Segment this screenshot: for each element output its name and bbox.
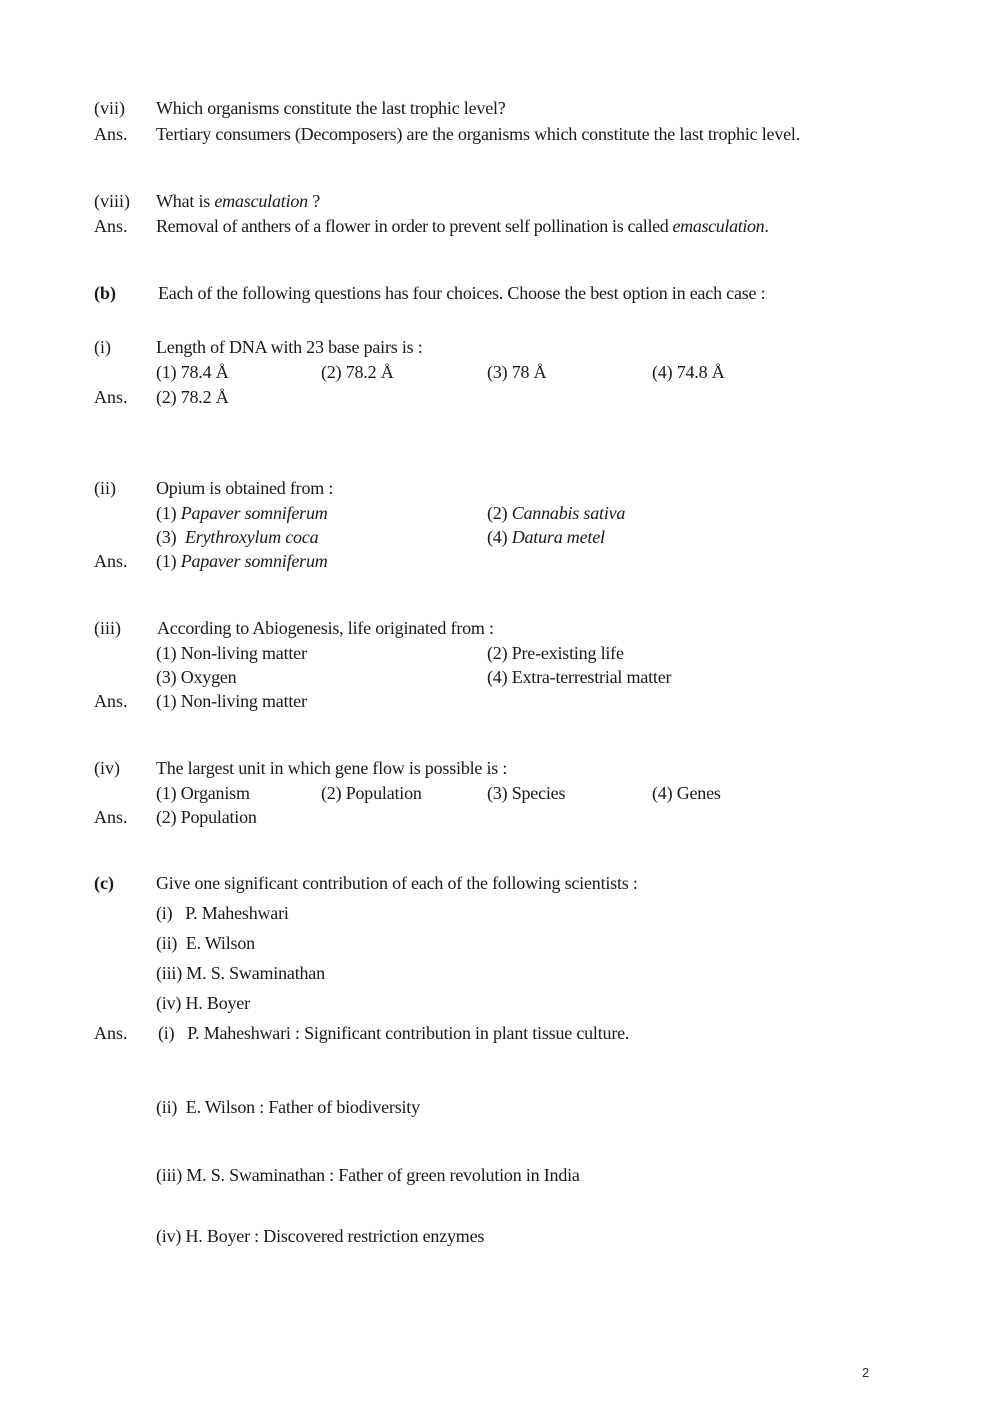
- option-number: (2): [487, 503, 512, 523]
- b-ii-option-1: [156, 502, 328, 524]
- b-iv-option-3: (3) Species: [487, 783, 566, 803]
- c-answer-3: (iii) M. S. Swaminathan : Father of green revolution in India: [156, 1165, 580, 1185]
- b-question-label-ii: (ii): [94, 478, 116, 498]
- answer-viii-suffix: .: [764, 216, 769, 236]
- option-number: (3): [156, 527, 185, 547]
- b-question-label-iii: (iii): [94, 618, 121, 638]
- question-label-viii: (viii): [94, 191, 130, 211]
- b-question-i-text: Length of DNA with 23 base pairs is :: [156, 337, 423, 357]
- b-i-option-2: (2) 78.2 Å: [321, 362, 394, 382]
- b-answer-iv-text: (2) Population: [156, 807, 257, 827]
- question-viii-prefix: What is: [156, 191, 215, 211]
- b-iii-option-2: (2) Pre-existing life: [487, 643, 624, 663]
- answer-number: (1): [156, 551, 181, 571]
- b-iii-option-4: (4) Extra-terrestrial matter: [487, 667, 672, 687]
- b-iii-option-1: (1) Non-living matter: [156, 643, 307, 663]
- b-question-label-iv: (iv): [94, 758, 120, 778]
- b-answer-label-iv: Ans.: [94, 807, 128, 827]
- option-number: (4): [487, 527, 512, 547]
- option-species-name: Cannabis sativa: [511, 503, 626, 523]
- section-c-instruction: Give one significant contribution of each of the following scientists :: [156, 873, 638, 893]
- b-ii-option-2: [487, 502, 625, 524]
- option-number: (1): [156, 503, 181, 523]
- question-viii-term: emasculation: [214, 191, 308, 211]
- answer-viii-text: [156, 215, 769, 237]
- option-species-name: Erythroxylum coca: [185, 527, 319, 547]
- answer-vii-text: Tertiary consumers (Decomposers) are the organisms which constitute the last trophic level.: [156, 124, 801, 144]
- answer-label-viii: Ans.: [94, 216, 128, 236]
- c-answer-label: Ans.: [94, 1023, 128, 1043]
- b-i-option-1: (1) 78.4 Å: [156, 362, 229, 382]
- b-question-iv-text: The largest unit in which gene flow is possible is :: [156, 758, 508, 778]
- b-iv-option-1: (1) Organism: [156, 783, 250, 803]
- scientist-item-4: (iv) H. Boyer: [156, 993, 250, 1013]
- c-answer-4: (iv) H. Boyer : Discovered restriction enzymes: [156, 1226, 485, 1246]
- scientist-item-3: (iii) M. S. Swaminathan: [156, 963, 325, 983]
- b-iv-option-2: (2) Population: [321, 783, 422, 803]
- answer-species-name: Papaver somniferum: [180, 551, 328, 571]
- b-ii-option-3: [156, 526, 318, 548]
- answer-label-vii: Ans.: [94, 124, 128, 144]
- option-species-name: Datura metel: [511, 527, 605, 547]
- b-answer-label-ii: Ans.: [94, 551, 128, 571]
- c-answer-1: (i) P. Maheshwari : Significant contribution in plant tissue culture.: [158, 1023, 630, 1043]
- answer-viii-prefix: Removal of anthers of a flower in order to prevent self pollination is called: [156, 216, 673, 236]
- b-answer-iii-text: (1) Non-living matter: [156, 691, 307, 711]
- b-i-option-3: (3) 78 Å: [487, 362, 547, 382]
- b-iv-option-4: (4) Genes: [652, 783, 721, 803]
- page-number: 2: [862, 1365, 870, 1380]
- question-vii-text: Which organisms constitute the last trophic level?: [156, 98, 506, 118]
- section-b-label: (b): [94, 283, 116, 303]
- b-question-iii-text: According to Abiogenesis, life originated from :: [157, 618, 494, 638]
- b-answer-ii-text: [156, 550, 328, 572]
- section-c-label: (c): [94, 873, 114, 893]
- question-viii-suffix: ?: [307, 191, 321, 211]
- b-iii-option-3: (3) Oxygen: [156, 667, 237, 687]
- b-question-ii-text: Opium is obtained from :: [156, 478, 334, 498]
- scientist-item-2: (ii) E. Wilson: [156, 933, 255, 953]
- section-b-instruction: Each of the following questions has four choices. Choose the best option in each case :: [158, 283, 766, 303]
- c-answer-2: (ii) E. Wilson : Father of biodiversity: [156, 1097, 420, 1117]
- scientist-item-1: (i) P. Maheshwari: [156, 903, 289, 923]
- b-answer-i-text: (2) 78.2 Å: [156, 387, 229, 407]
- question-label-vii: (vii): [94, 98, 125, 118]
- b-i-option-4: (4) 74.8 Å: [652, 362, 725, 382]
- b-answer-label-i: Ans.: [94, 387, 128, 407]
- option-species-name: Papaver somniferum: [180, 503, 328, 523]
- b-answer-label-iii: Ans.: [94, 691, 128, 711]
- answer-viii-term: emasculation: [672, 216, 765, 236]
- question-viii-text: [156, 190, 320, 212]
- b-ii-option-4: [487, 526, 605, 548]
- b-question-label-i: (i): [94, 337, 111, 357]
